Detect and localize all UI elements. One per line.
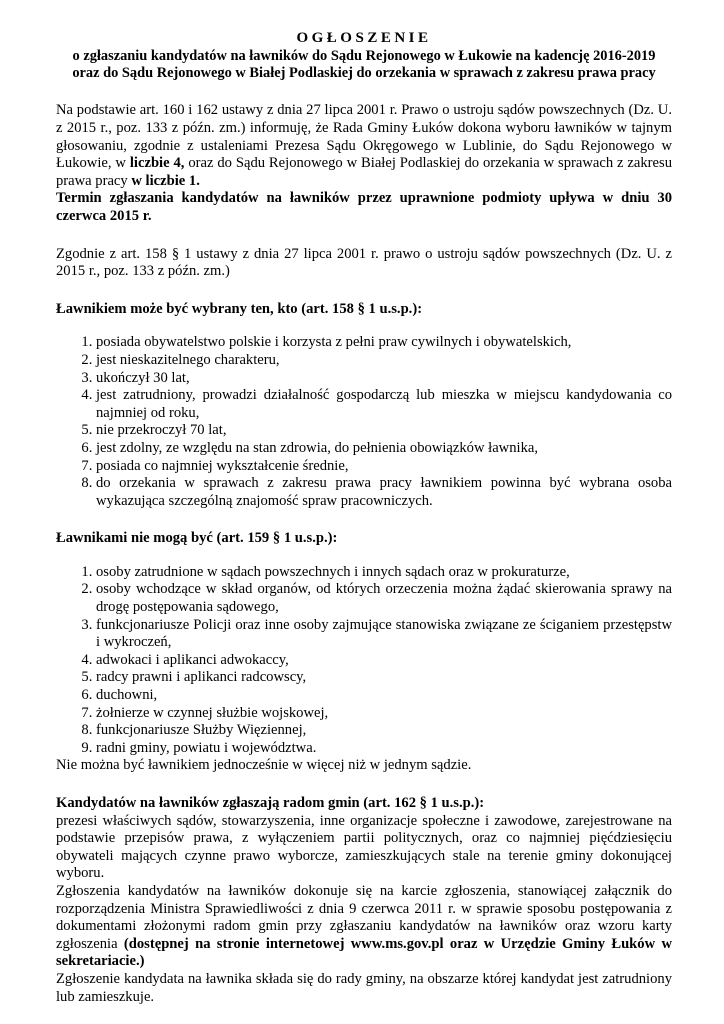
candidates-paragraph: prezesi właściwych sądów, stowarzyszenia, inne organizacje społeczne i zawodowe, zarejestrowane na podstawie przepisów prawa, z wyłączeniem partii politycznych, oraz co najmniej pięćdziesięciu obywateli mających czynne prawo wyborcze, zamieszkujących stale na terenie gminy dokonującej wyboru. [56, 812, 672, 882]
legal-basis: Zgodnie z art. 158 § 1 ustawy z dnia 27 lipca 2001 r. prawo o ustroju sądów powszechnych (Dz. U. z 2015 r., poz. 133 z późn. zm.) [56, 245, 672, 280]
candidates-heading: Kandydatów na ławników zgłaszają radom gmin (art. 162 § 1 u.s.p.): [56, 795, 485, 811]
list-item: 3. funkcjonariusze Policji oraz inne osoby zajmujące stanowiska związane ze ściganiem przestępstw i wykroczeń, [96, 617, 672, 652]
list-item: 2. jest nieskazitelnego charakteru, [96, 352, 672, 370]
deadline-notice: Termin zgłaszania kandydatów na ławników przez uprawnione podmioty upływa w dniu 30 czerwca 2015 r. [56, 190, 672, 224]
ineligible-heading: Ławnikami nie mogą być (art. 159 § 1 u.s.p.): [56, 530, 338, 547]
count-4: liczbie 4, [129, 155, 185, 172]
page-subtitle [56, 48, 672, 83]
list-item: 6. jest zdolny, ze względu na stan zdrowia, do pełnienia obowiązków ławnika, [96, 440, 672, 458]
list-item: 6. duchowni, [96, 687, 672, 705]
list-item: 3. ukończył 30 lat, [96, 370, 672, 388]
list-item: 7. żołnierze w czynnej służbie wojskowej, [96, 705, 672, 723]
list-item: 4. adwokaci i aplikanci adwokaccy, [96, 652, 672, 670]
list-item: 8. do orzekania w sprawach z zakresu prawa pracy ławnikiem powinna być wybrana osoba wykazująca szczególną znajomość spraw pracowniczych. [96, 475, 672, 510]
application-paragraph: Zgłoszenia kandydatów na ławników dokonuje się na karcie zgłoszenia, stanowiącej załącznik do rozporządzenia Ministra Sprawiedliwości z dnia 9 czerwca 2011 r. w sprawie sposobu postępowania z dokumentami złożonymi radom gmin przy zgłaszaniu kandydatów na ławników oraz wzoru karty zgłoszenia (dostępnej na stronie internetowej www.ms.gov.pl oraz w Urzędzie Gminy Łuków w sekretariacie.) [56, 882, 672, 970]
announcement-page [56, 30, 672, 1006]
list-item: 8. funkcjonariusze Służby Więziennej, [96, 722, 672, 740]
eligible-list [56, 334, 672, 510]
page-title: OGŁOSZENIE [296, 30, 432, 46]
ineligible-list [56, 564, 672, 758]
list-item: 4. jest zatrudniony, prowadzi działalność gospodarczą lub mieszka w miejscu kandydowania co najmniej od roku, [96, 387, 672, 422]
subtitle-line: oraz do Sądu Rejonowego w Białej Podlaskiej do orzekania w sprawach z zakresu prawa pracy [72, 65, 656, 81]
list-item: 5. nie przekroczył 70 lat, [96, 422, 672, 440]
submission-paragraph: Zgłoszenie kandydata na ławnika składa się do rady gminy, na obszarze której kandydat jest zatrudniony lub zamieszkuje. [56, 970, 672, 1005]
list-item: 2. osoby wchodzące w skład organów, od których orzeczenia można żądać skierowania sprawy na drogę postępowania sądowego, [96, 581, 672, 616]
eligible-heading: Ławnikiem może być wybrany ten, kto (art. 158 § 1 u.s.p.): [56, 300, 423, 317]
single-court-note: Nie można być ławnikiem jednocześnie w więcej niż w jednym sądzie. [56, 757, 472, 774]
list-item: 5. radcy prawni i aplikanci radcowscy, [96, 669, 672, 687]
count-1: w liczbie 1. [131, 172, 200, 189]
list-item: 1. posiada obywatelstwo polskie i korzysta z pełni praw cywilnych i obywatelskich, [96, 334, 672, 352]
form-availability: (dostępnej na stronie internetowej www.ms.gov.pl oraz w Urzędzie Gminy Łuków w sekretariacie.) [56, 935, 672, 970]
list-item: 1. osoby zatrudnione w sądach powszechnych i innych sądach oraz w prokuraturze, [96, 564, 672, 582]
list-item: 9. radni gminy, powiatu i województwa. [96, 740, 672, 758]
subtitle-line: o zgłaszaniu kandydatów na ławników do Sądu Rejonowego w Łukowie na kadencję 2016-2019 [72, 47, 656, 64]
intro-paragraph: Na podstawie art. 160 i 162 ustawy z dnia 27 lipca 2001 r. Prawo o ustroju sądów powszechnych (Dz. U. z 2015 r., poz. 133 z późn. zm.) informuję, że Rada Gminy Łuków dokona wyboru ławników w tajnym głosowaniu, zgodnie z ustaleniami Prezesa Sądu Okręgowego w Lublinie, do Sądu Rejonowego w Łukowie, w liczbie 4, oraz do Sądu Rejonowego w Białej Podlaskiej do orzekania w sprawach z zakresu prawa pracy w liczbie 1. [56, 102, 672, 189]
list-item: 7. posiada co najmniej wykształcenie średnie, [96, 458, 672, 476]
